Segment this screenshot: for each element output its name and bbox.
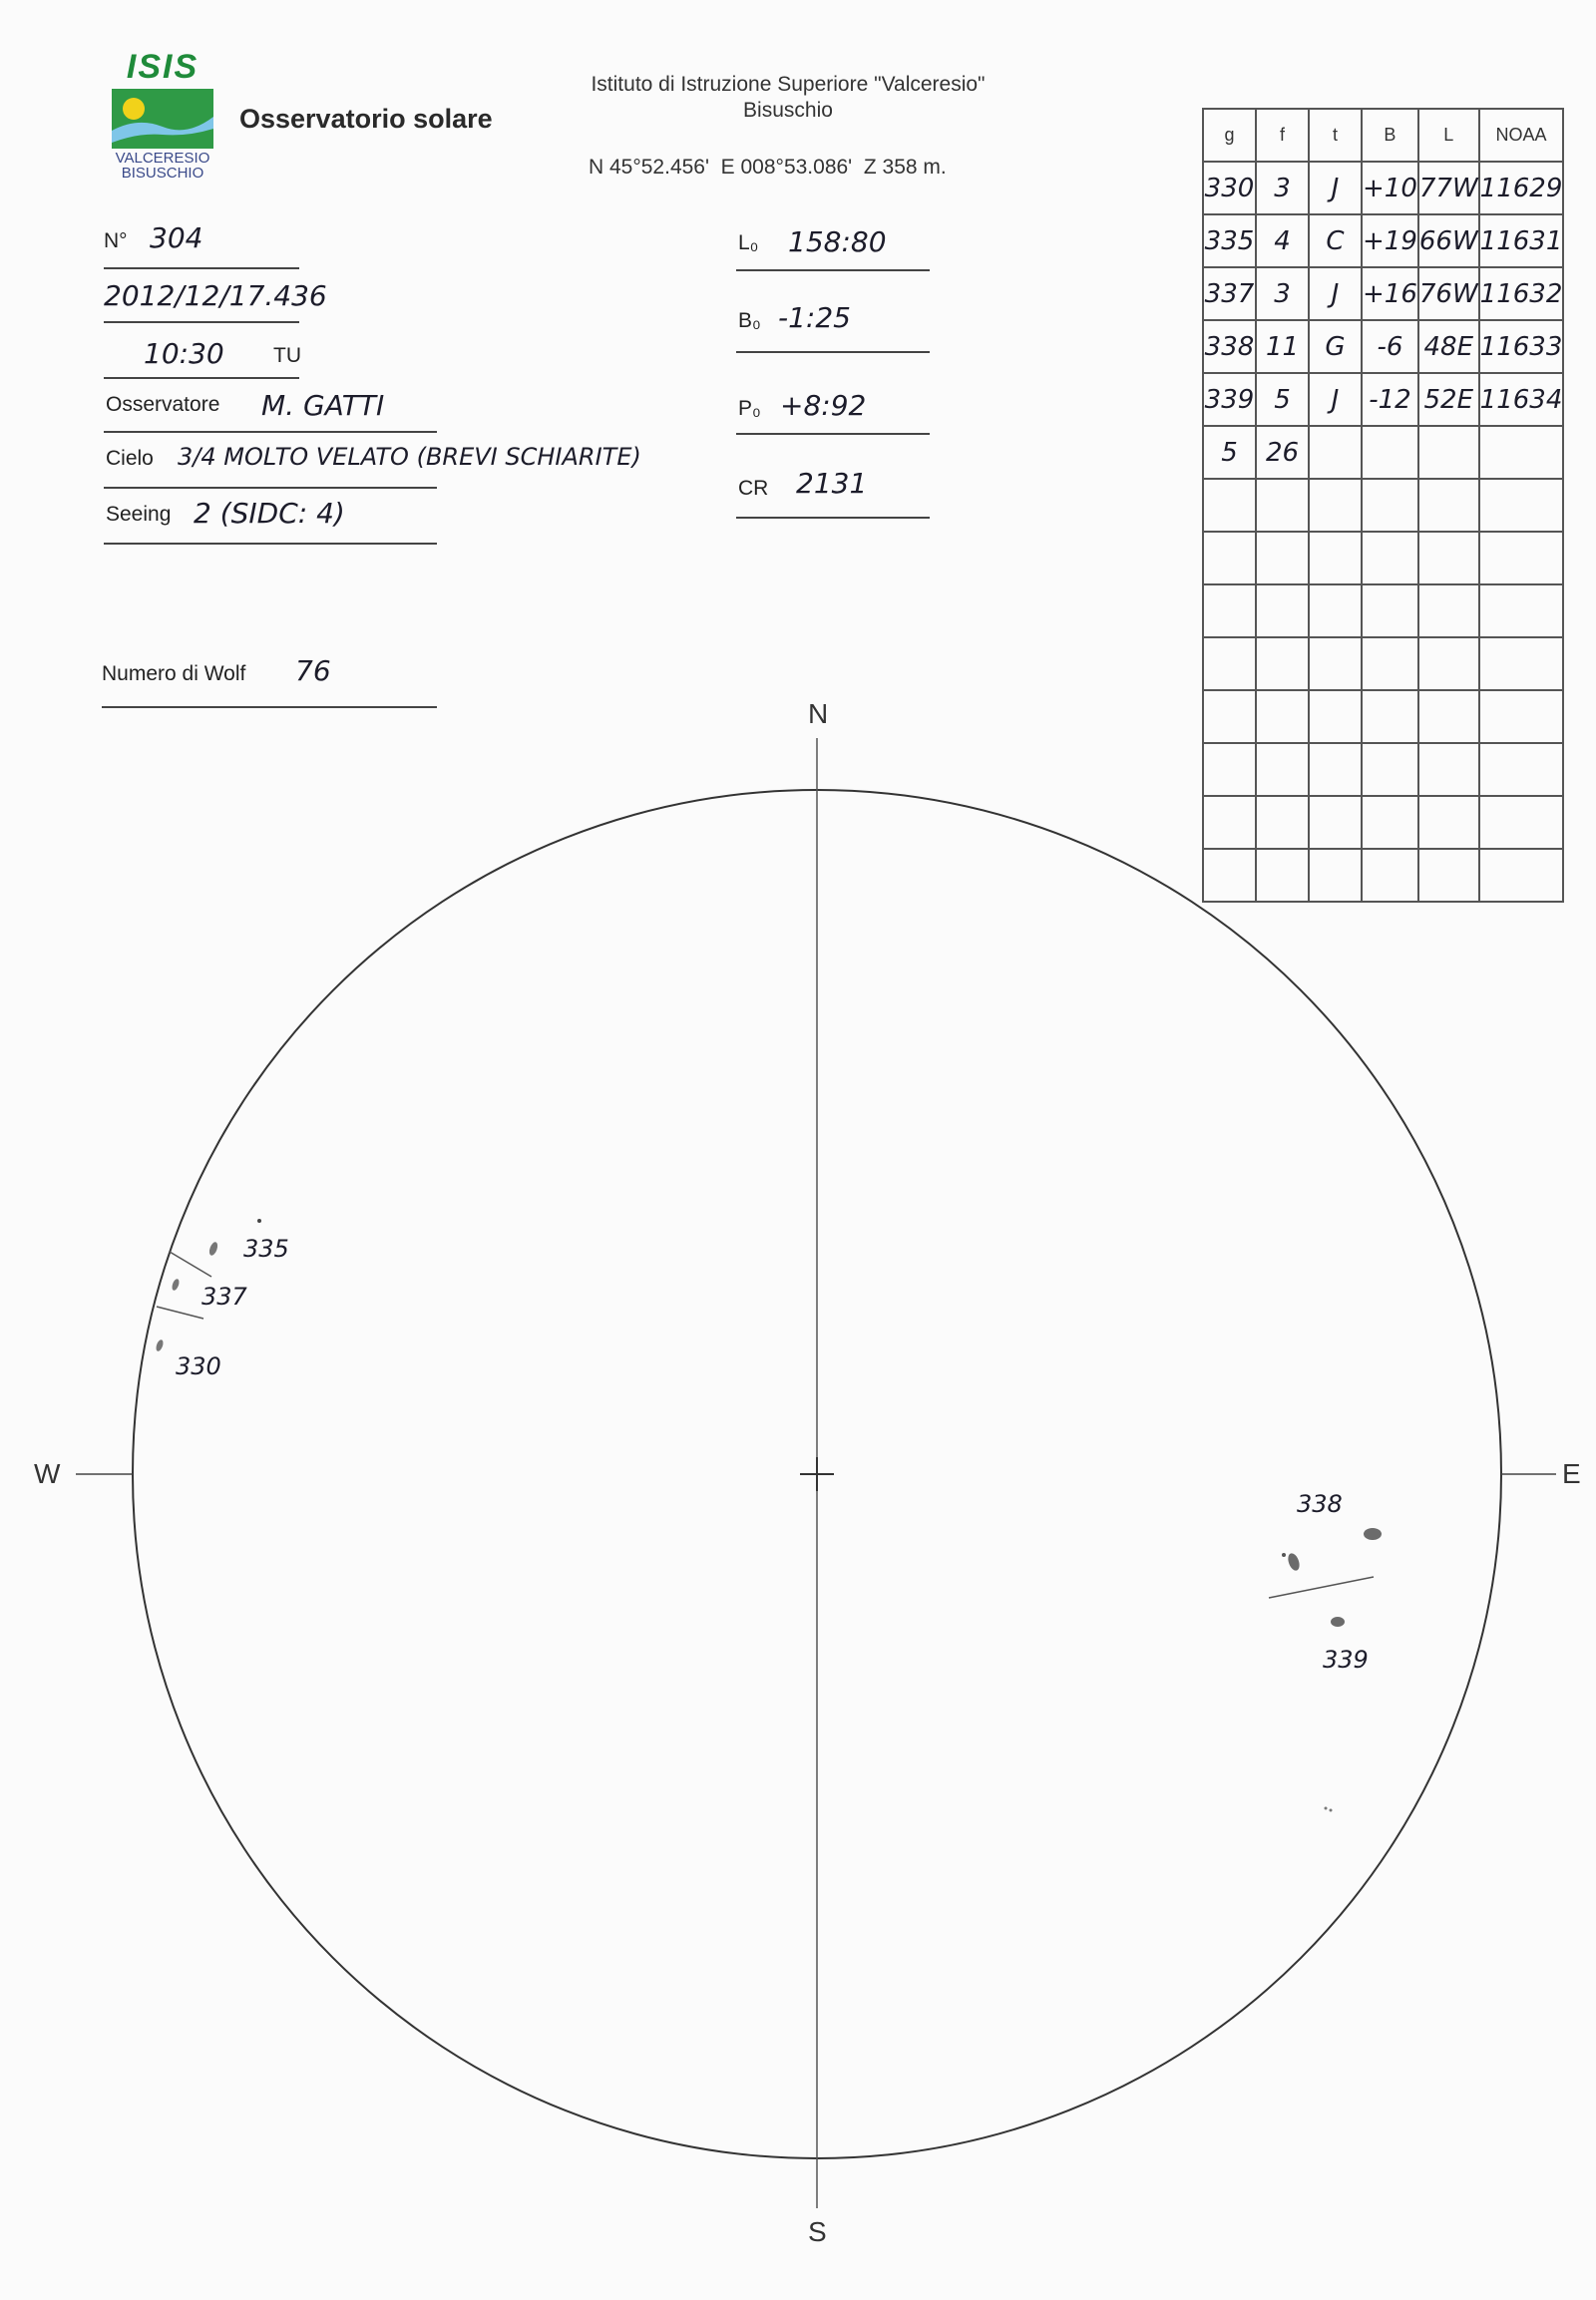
divider [736, 269, 930, 271]
divider [104, 321, 299, 323]
sunspot-pore [1330, 1809, 1333, 1812]
b0-label: B₀ [738, 309, 761, 332]
sky-value: 3/4 MOLTO VELATO (BREVI SCHIARITE) [178, 443, 641, 471]
table-cell [1203, 479, 1256, 532]
table-cell [1256, 532, 1309, 584]
table-cell [1362, 426, 1418, 479]
seeing-value: 2 (SIDC: 4) [194, 497, 345, 530]
table-cell [1309, 426, 1362, 479]
sky-label: Cielo [106, 447, 154, 470]
table-cell [1418, 532, 1479, 584]
b0-value: -1:25 [778, 301, 851, 334]
table-cell [1362, 532, 1418, 584]
table-cell [1362, 584, 1418, 637]
table-cell [1256, 479, 1309, 532]
record-number-value: 304 [150, 221, 203, 254]
wolf-number-label: Numero di Wolf [102, 662, 246, 685]
sunspot-group-335 [207, 1241, 218, 1257]
table-cell [1479, 584, 1564, 637]
table-total-cell: 26 [1256, 426, 1309, 479]
table-cell: 335 [1203, 214, 1256, 267]
table-row [1203, 162, 1563, 214]
table-cell [1418, 479, 1479, 532]
logo-text: ISIS [126, 48, 200, 86]
observation-date: 2012/12/17.436 [104, 279, 327, 312]
group-label-337: 337 [201, 1283, 247, 1311]
table-cell: 338 [1203, 320, 1256, 373]
table-cell: 330 [1203, 162, 1256, 214]
divider [104, 543, 437, 545]
table-header-cell: B [1362, 109, 1418, 162]
divider [736, 351, 930, 353]
table-header-cell: t [1309, 109, 1362, 162]
table-row [1203, 373, 1563, 426]
table-cell [1203, 584, 1256, 637]
table-totals-row [1203, 426, 1563, 479]
table-header-cell: L [1418, 109, 1479, 162]
table-cell: 3 [1256, 162, 1309, 214]
observer-value: M. GATTI [261, 389, 385, 422]
table-cell: +16 [1362, 267, 1418, 320]
table-cell: 66W [1418, 214, 1479, 267]
logo-emblem-icon [108, 87, 217, 151]
table-row [1203, 479, 1563, 532]
table-cell: 48E [1418, 320, 1479, 373]
table-cell [1203, 532, 1256, 584]
table-row [1203, 532, 1563, 584]
logo-subtitle-1: VALCERESIO [115, 150, 210, 167]
table-cell: G [1309, 320, 1362, 373]
group-separator [1269, 1577, 1374, 1598]
table-cell: J [1309, 267, 1362, 320]
group-label-338: 338 [1297, 1490, 1343, 1518]
institute-line-1: Istituto di Istruzione Superiore "Valceresio" [591, 73, 986, 96]
table-cell: +19 [1362, 214, 1418, 267]
p0-label: P₀ [738, 397, 761, 420]
table-header-cell: f [1256, 109, 1309, 162]
institute-line-2: Bisuschio [743, 99, 833, 122]
table-cell: 77W [1418, 162, 1479, 214]
table-row [1203, 320, 1563, 373]
sunspot-pore [1325, 1807, 1328, 1810]
table-cell: 339 [1203, 373, 1256, 426]
group-label-335: 335 [243, 1235, 289, 1263]
table-cell [1309, 584, 1362, 637]
table-row [1203, 214, 1563, 267]
l0-label: L₀ [738, 231, 759, 254]
divider [104, 431, 437, 433]
compass-east: E [1562, 1458, 1581, 1489]
page-title: Osservatorio solare [239, 104, 493, 134]
logo-subtitle-2: BISUSCHIO [121, 165, 204, 182]
observatory-coordinates: N 45°52.456' E 008°53.086' Z 358 m. [589, 156, 947, 179]
time-unit: TU [273, 344, 301, 367]
table-cell: -12 [1362, 373, 1418, 426]
sunspot-group-330 [155, 1339, 165, 1351]
divider [104, 487, 437, 489]
group-label-330: 330 [176, 1352, 221, 1380]
table-cell: 76W [1418, 267, 1479, 320]
table-cell: 3 [1256, 267, 1309, 320]
group-separator [157, 1307, 203, 1319]
table-row [1203, 267, 1563, 320]
table-cell [1309, 479, 1362, 532]
table-cell: 11631 [1479, 214, 1564, 267]
table-cell [1309, 532, 1362, 584]
table-cell [1418, 584, 1479, 637]
sunspot-pore [257, 1219, 261, 1223]
table-header-cell: NOAA [1479, 109, 1564, 162]
table-cell [1479, 532, 1564, 584]
record-number-label: N° [104, 229, 128, 252]
sunspot-group-338-follower [1286, 1552, 1302, 1572]
table-cell: 52E [1418, 373, 1479, 426]
cr-label: CR [738, 477, 769, 500]
table-cell: 4 [1256, 214, 1309, 267]
table-row [1203, 584, 1563, 637]
l0-value: 158:80 [788, 225, 887, 258]
table-header-row [1203, 109, 1563, 162]
table-cell: 337 [1203, 267, 1256, 320]
table-cell: 5 [1256, 373, 1309, 426]
table-cell [1479, 426, 1564, 479]
divider [104, 267, 299, 269]
table-header-cell: g [1203, 109, 1256, 162]
table-cell: C [1309, 214, 1362, 267]
sunspot-group-339 [1331, 1617, 1345, 1627]
sunspot-group-338-leader [1364, 1528, 1382, 1540]
table-cell [1418, 426, 1479, 479]
p0-value: +8:92 [780, 389, 867, 422]
observer-label: Osservatore [106, 393, 220, 416]
table-total-cell: 5 [1203, 426, 1256, 479]
table-cell [1479, 479, 1564, 532]
table-cell [1256, 584, 1309, 637]
divider [736, 433, 930, 435]
observation-time: 10:30 [144, 337, 224, 370]
table-cell: J [1309, 373, 1362, 426]
sunspot-pore [1282, 1553, 1286, 1557]
table-cell [1362, 479, 1418, 532]
table-cell: -6 [1362, 320, 1418, 373]
divider [736, 517, 930, 519]
table-cell: J [1309, 162, 1362, 214]
group-separator [170, 1252, 211, 1277]
wolf-number-value: 76 [295, 654, 331, 687]
cr-value: 2131 [796, 467, 868, 500]
table-cell: 11632 [1479, 267, 1564, 320]
sunspot-group-337 [171, 1278, 181, 1291]
table-cell: +10 [1362, 162, 1418, 214]
compass-north: N [808, 698, 829, 729]
divider [104, 377, 299, 379]
compass-west: W [34, 1458, 61, 1489]
compass-south: S [808, 2216, 827, 2247]
institute-name [539, 72, 1037, 124]
group-label-339: 339 [1323, 1646, 1369, 1674]
table-cell: 11633 [1479, 320, 1564, 373]
solar-disk-drawing [0, 678, 1596, 2300]
seeing-label: Seeing [106, 503, 172, 526]
table-cell: 11629 [1479, 162, 1564, 214]
table-cell: 11634 [1479, 373, 1564, 426]
table-cell: 11 [1256, 320, 1309, 373]
school-logo [108, 48, 217, 183]
